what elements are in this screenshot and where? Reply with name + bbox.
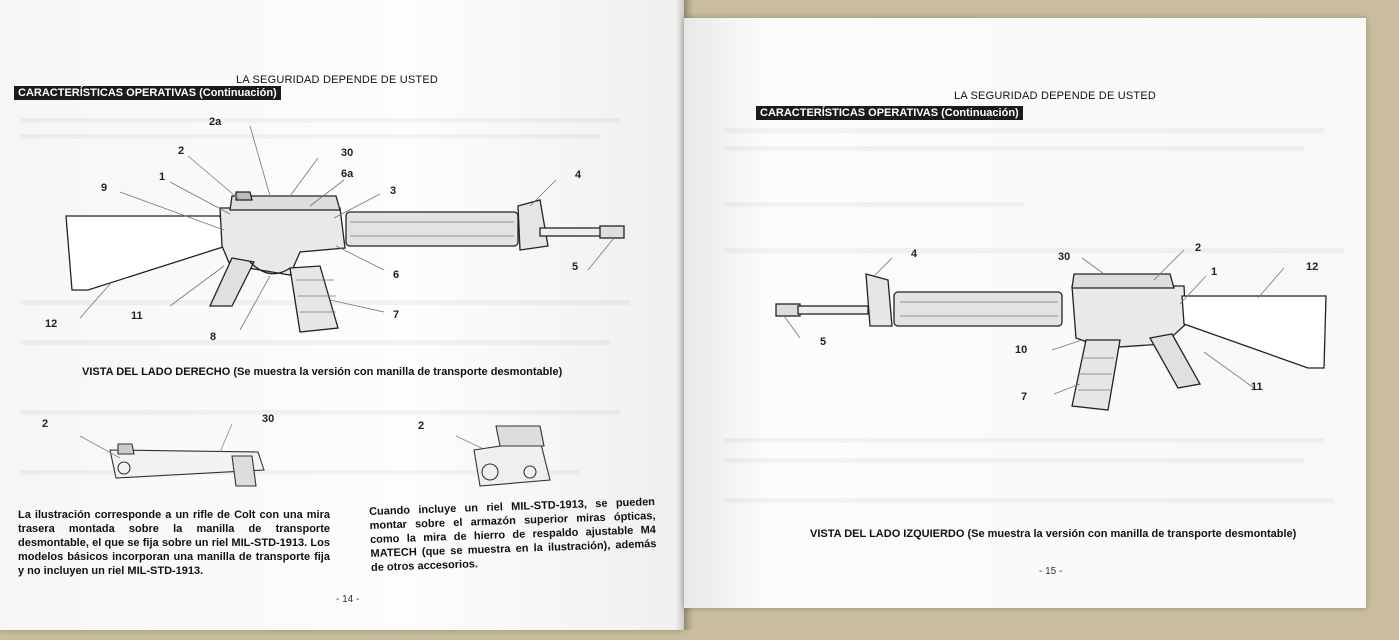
callout-8: 8 [210,331,217,343]
detail-callout-2b: 2 [418,420,425,432]
callout-2: 2 [1195,242,1202,254]
callout-10: 10 [1015,344,1028,356]
section-banner: CARACTERÍSTICAS OPERATIVAS (Continuación) [14,86,281,100]
callout-30: 30 [1058,251,1071,263]
callout-6a: 6a [341,168,354,180]
callout-5: 5 [572,261,579,273]
detail-callout-2: 2 [42,418,49,430]
callout-11: 11 [131,310,143,322]
paragraph-left: La ilustración corresponde a un rifle de Colt con una mira trasera montada sobre la manilla de transporte desmontable, el que se fija sobre un riel MIL-STD-1913. Los modelos básicos incorporan una manilla de transporte fija y no incluyen un riel MIL-STD-1913. [18,509,330,577]
page-header: LA SEGURIDAD DEPENDE DE USTED [236,74,439,86]
callout-4: 4 [575,169,582,181]
callout-4: 4 [911,248,918,260]
callout-6: 6 [393,269,400,281]
callout-2a: 2a [209,116,222,128]
callout-1: 1 [159,171,166,183]
callout-30: 30 [341,147,354,159]
left-page [0,0,684,630]
callout-11: 11 [1251,381,1263,393]
page-header: LA SEGURIDAD DEPENDE DE USTED [954,90,1157,102]
callout-5: 5 [820,336,827,348]
callout-2: 2 [178,145,185,157]
callout-9: 9 [101,182,108,194]
figure-caption: VISTA DEL LADO IZQUIERDO (Se muestra la versión con manilla de transporte desmontable) [810,528,1297,540]
callout-7: 7 [393,309,400,321]
paragraph-right: Cuando incluye un riel MIL-STD-1913, se pueden montar sobre el armazón superior miras ópticas, como la mira de hierro de respaldo ajustable M4 MATECH (que se muestra en la ilustración), además de otros accesorios. [368,496,657,574]
callout-12: 12 [1306,261,1319,273]
section-banner: CARACTERÍSTICAS OPERATIVAS (Continuación) [756,106,1023,120]
callout-1: 1 [1211,266,1218,278]
callout-12: 12 [45,318,58,330]
rifle-left-side-illustration [684,18,1366,608]
page-number: - 15 - [1039,566,1063,577]
detail-callout-30: 30 [262,413,275,425]
right-page [684,18,1366,608]
callout-7: 7 [1021,391,1028,403]
figure-caption: VISTA DEL LADO DERECHO (Se muestra la versión con manilla de transporte desmontable) [82,366,563,378]
callout-3: 3 [390,185,397,197]
page-number: - 14 - [336,594,360,605]
